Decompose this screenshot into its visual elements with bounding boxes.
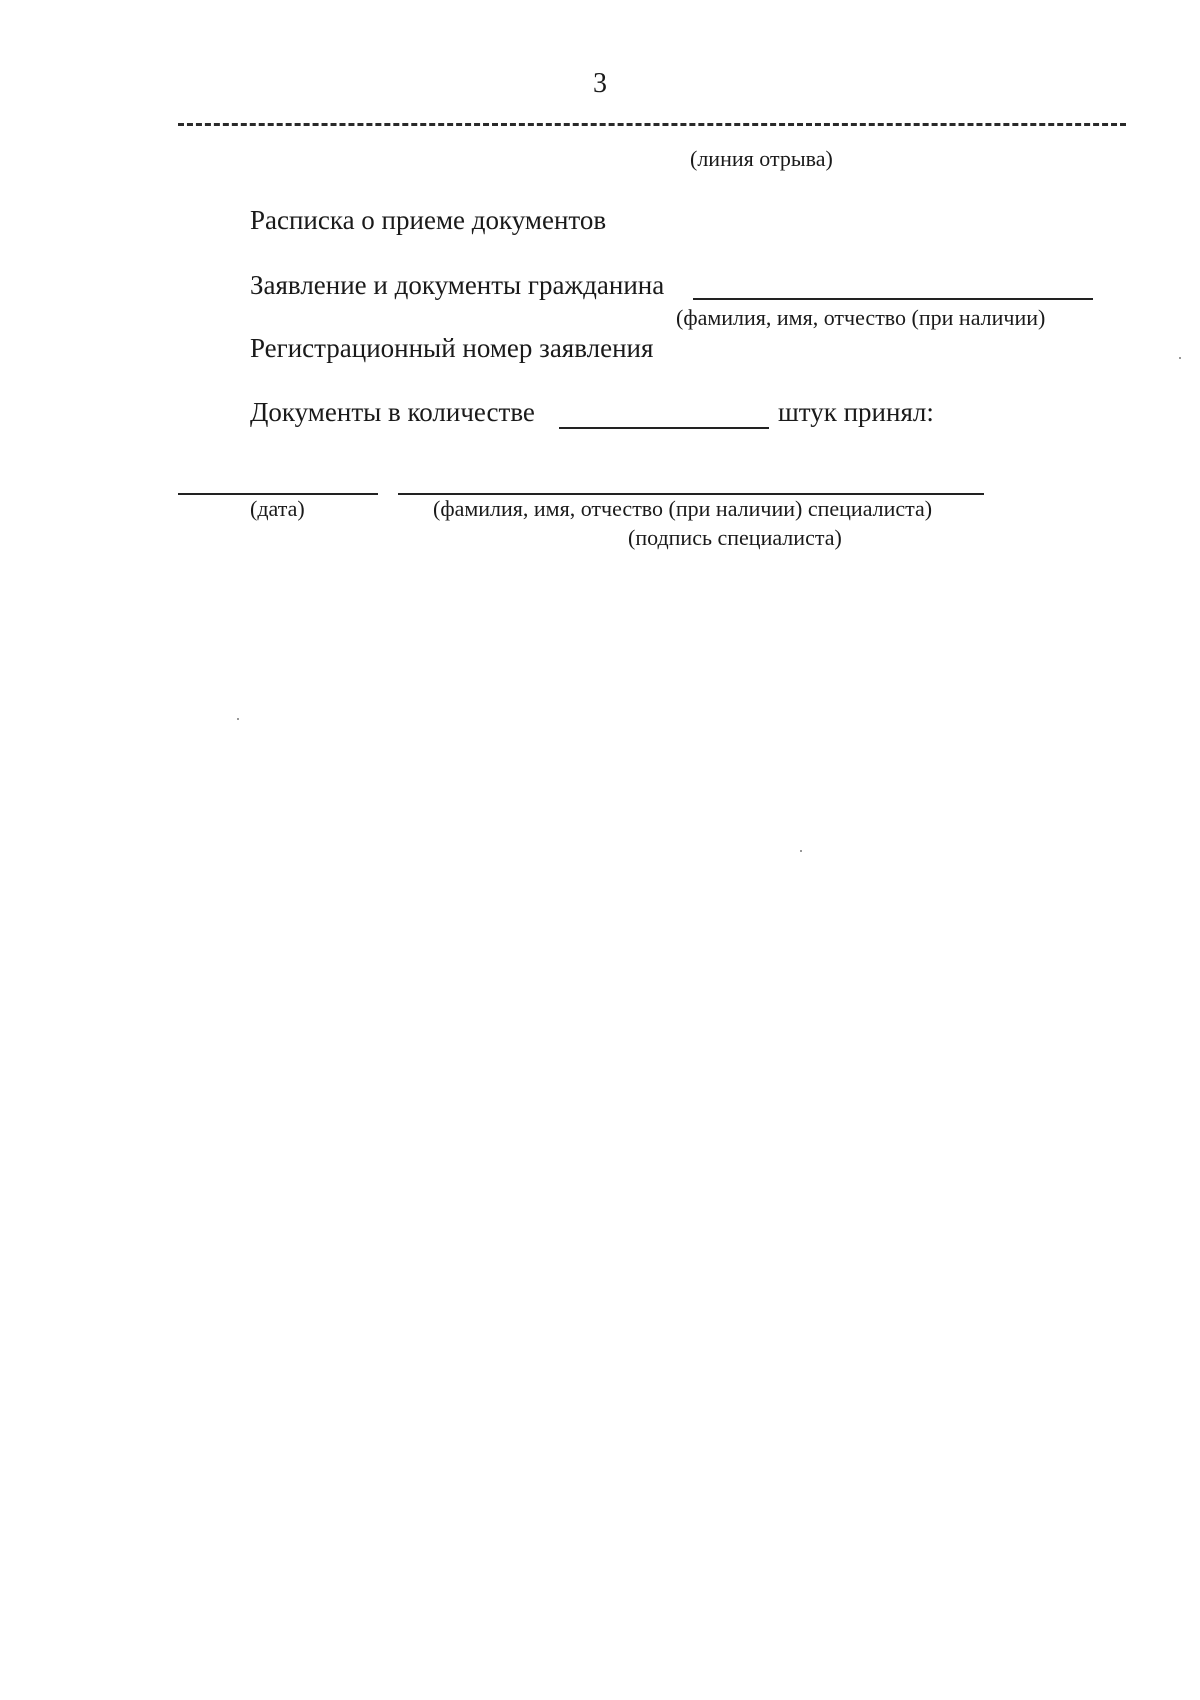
scan-speck — [237, 718, 239, 720]
scan-speck — [800, 850, 802, 852]
applicant-label: Заявление и документы гражданина — [250, 270, 665, 300]
page-number: 3 — [593, 68, 607, 99]
specialist-signature-caption: (подпись специалиста) — [628, 525, 842, 550]
documents-count-suffix: штук принял: — [778, 397, 934, 427]
receipt-title: Расписка о приеме документов — [250, 205, 607, 235]
date-field — [178, 493, 378, 495]
date-caption: (дата) — [250, 496, 305, 521]
scan-speck — [1179, 357, 1181, 359]
applicant-name-field — [693, 298, 1093, 300]
specialist-field — [398, 493, 984, 495]
documents-count-prefix: Документы в количестве — [250, 397, 535, 427]
specialist-name-caption: (фамилия, имя, отчество (при наличии) специалиста) — [433, 496, 933, 521]
applicant-name-caption: (фамилия, имя, отчество (при наличии) — [676, 305, 1046, 330]
tear-line-caption: (линия отрыва) — [690, 146, 833, 171]
registration-number-label: Регистрационный номер заявления — [250, 333, 654, 363]
tear-line — [178, 123, 1126, 126]
documents-count-field — [559, 427, 769, 429]
